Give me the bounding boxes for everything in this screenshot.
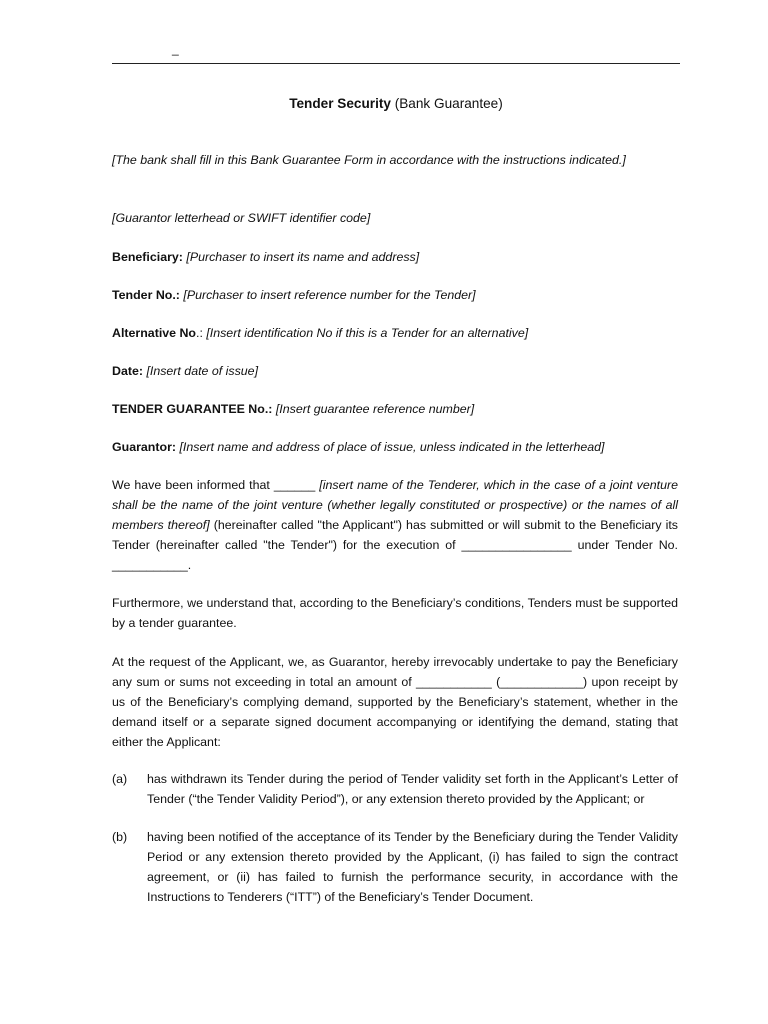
field-value: [Insert name and address of place of issue, unless indicated in the letterhead]	[179, 440, 605, 454]
letterhead-text: [Guarantor letterhead or SWIFT identifier code]	[112, 211, 371, 225]
condition-marker: (b)	[112, 830, 128, 844]
field-alternative-no	[112, 323, 678, 343]
condition-text: has withdrawn its Tender during the period of Tender validity set forth in the Applicant’s Letter of Tender (“the Tender Validity Period”), or any extension thereto provided by the Applicant; or	[147, 772, 678, 806]
field-label: Tender No.:	[112, 288, 180, 302]
field-value: [Insert date of issue]	[146, 364, 259, 378]
instruction-text: [The bank shall fill in this Bank Guarantee Form in accordance with the instructions indicated.]	[112, 153, 626, 167]
paragraph-italic: [insert name of the Tenderer, which in the case of a joint venture shall be the name of the joint venture (whether legally constituted or prospective) or the names of all members thereof]	[112, 478, 678, 532]
field-label: TENDER GUARANTEE No.:	[112, 402, 273, 416]
field-beneficiary	[112, 247, 678, 267]
field-value: [Insert identification No if this is a Tender for an alternative]	[206, 326, 529, 340]
condition-text: having been notified of the acceptance of its Tender by the Beneficiary during the Tender Validity Period or any extension thereto provided by the Applicant, (i) has failed to sign the contract agreement, or (ii) has failed to furnish the performance security, in accordance with the Instructions to Tenderers (“ITT”) of the Beneficiary’s Tender Document.	[147, 830, 678, 904]
paragraph-conditions: Furthermore, we understand that, according to the Beneficiary’s conditions, Tenders must be supported by a tender guarantee.	[112, 596, 678, 630]
title-bold: Tender Security	[289, 96, 391, 111]
field-value: [Insert guarantee reference number]	[275, 402, 475, 416]
field-label: Guarantor:	[112, 440, 177, 454]
condition-marker: (a)	[112, 772, 128, 786]
field-value: [Purchaser to insert its name and address]	[186, 250, 420, 264]
paragraph-applicant	[112, 475, 678, 575]
field-date	[112, 361, 678, 381]
field-label: Beneficiary:	[112, 250, 183, 264]
field-label: Alternative No	[112, 326, 196, 340]
title-normal: (Bank Guarantee)	[390, 96, 503, 111]
paragraph-end: (hereinafter called "the Applicant") has submitted or will submit to the Beneficiary its Tender (hereinafter called "the Tender") for the execution of ________________ under Tender No. ___________.	[112, 518, 678, 572]
paragraph-start: We have been informed that ______	[112, 478, 320, 492]
document-title	[112, 95, 680, 113]
field-tender-no	[112, 285, 678, 305]
field-guarantee-no	[112, 399, 678, 419]
header-mark: _	[172, 42, 179, 56]
field-value: [Purchaser to insert reference number for the Tender]	[183, 288, 476, 302]
header-rule	[112, 63, 680, 64]
field-separator: .:	[196, 326, 207, 340]
paragraph-undertaking: At the request of the Applicant, we, as Guarantor, hereby irrevocably undertake to pay the Beneficiary any sum or sums not exceeding in total an amount of ___________ (____________) upon receipt by us of the Beneficiary’s complying demand, supported by the Beneficiary’s statement, whether in the demand itself or a separate signed document accompanying or identifying the demand, stating that either the Applicant:	[112, 655, 678, 749]
field-guarantor	[112, 437, 678, 457]
field-label: Date:	[112, 364, 143, 378]
